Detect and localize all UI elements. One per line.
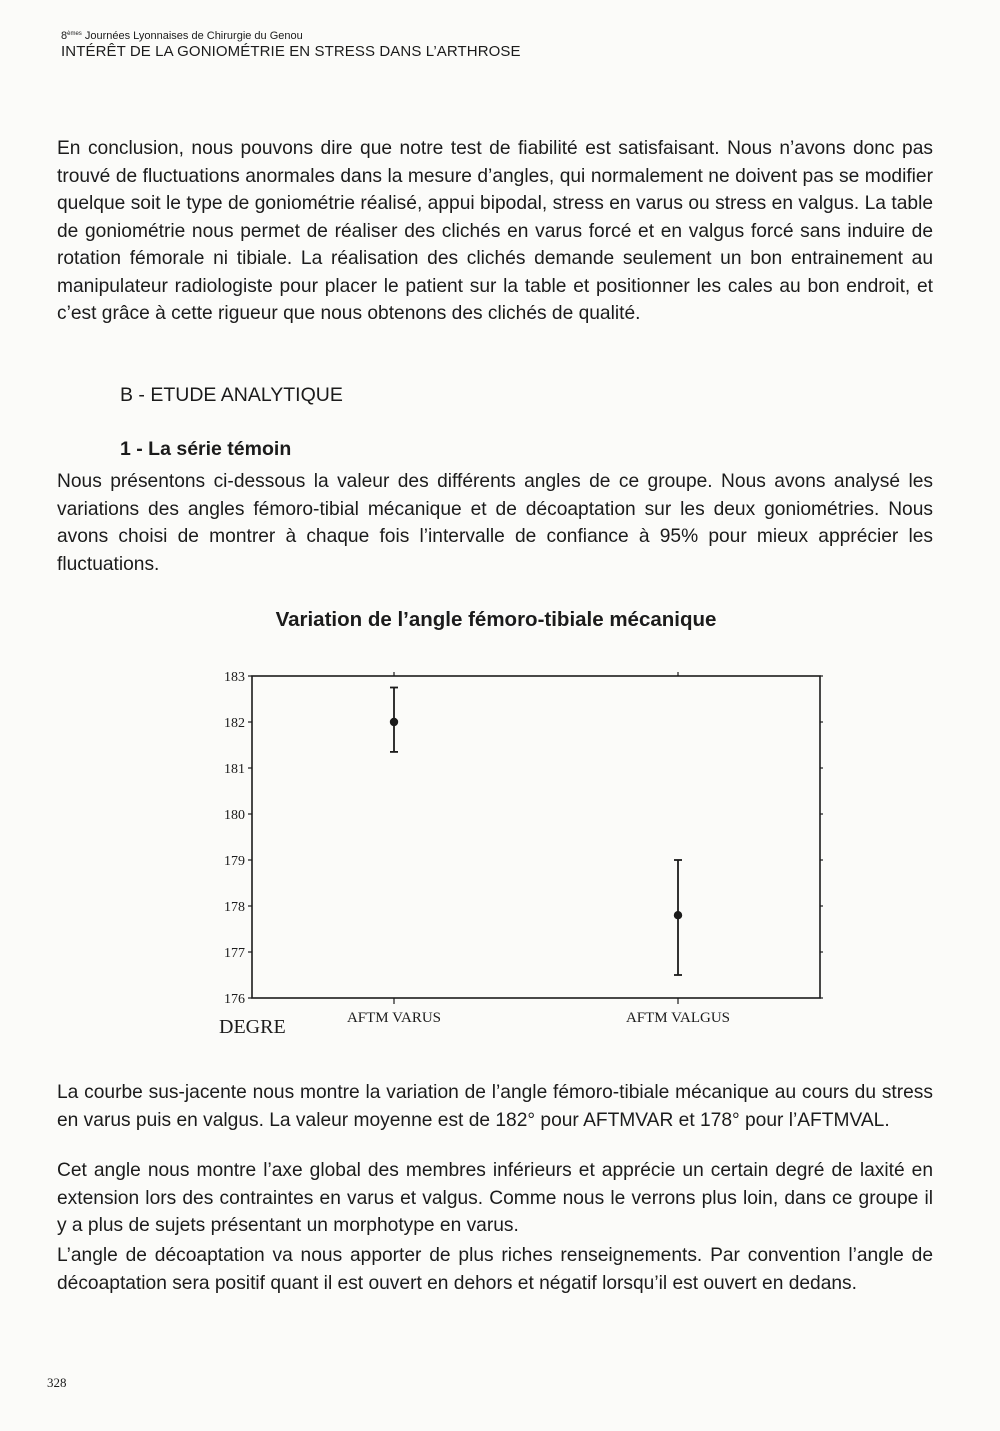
y-tick-label: 182 (224, 716, 245, 731)
chart-title: Variation de l’angle fémoro-tibiale mécanique (275, 608, 717, 631)
y-tick-label: 183 (224, 670, 245, 685)
y-tick-label: 180 (224, 808, 245, 823)
y-tick-label: 179 (224, 854, 245, 869)
mean-point (674, 911, 682, 919)
y-axis-label: DEGRE (219, 1016, 286, 1038)
section-heading: B - ETUDE ANALYTIQUE (120, 384, 343, 406)
paragraph-chart-description: La courbe sus-jacente nous montre la variation de l’angle fémoro-tibiale mécanique au cours du stress en varus puis en valgus. La valeur moyenne est de 182° pour AFTMVAR et 178° pour l’AFTMVAL. (57, 1082, 933, 1131)
article-title: INTÉRÊT DE LA GONIOMÉTRIE EN STRESS DANS L’ARTHROSE (61, 42, 521, 60)
y-tick-label: 181 (224, 762, 245, 777)
subsection-heading: 1 - La série témoin (120, 438, 292, 460)
y-tick-label: 176 (224, 992, 245, 1007)
conference-name: 8èmes Journées Lyonnaises de Chirurgie du Genou (61, 30, 303, 42)
y-tick-label: 177 (224, 946, 245, 961)
paragraph-decoaptation: L’angle de décoaptation va nous apporter de plus riches renseignements. Par convention l’angle de décoaptation sera positif quant il est ouvert en dehors et négatif lorsqu’il est ouvert en dedans. (57, 1245, 933, 1294)
plot-frame (252, 676, 820, 998)
chart-ticks (224, 670, 823, 1026)
x-tick-label: AFTM VARUS (346, 1010, 442, 1026)
x-tick-label: AFTM VALGUS (625, 1010, 731, 1026)
page-number: 328 (47, 1375, 67, 1390)
paragraph-axis-explanation: Cet angle nous montre l’axe global des membres inférieurs et apprécie un certain degré de laxité en extension lors des contraintes en varus et valgus. Comme nous le verrons plus loin, dans ce groupe il y a plus de sujets présentant un morphotype en varus. (57, 1160, 933, 1236)
paragraph-conclusion: En conclusion, nous pouvons dire que notre test de fiabilité est satisfaisant. Nous n’avons donc pas trouvé de fluctuations anormales dans la mesure d’angles, qui normalement ne doivent pas se modifier quelque soit le type de goniométrie réalisé, appui bipodal, stress en varus ou stress en valgus. La table de goniométrie nous permet de réaliser des clichés en varus forcé et en valgus forcé sans induire de rotation fémorale ni tibiale. La réalisation des clichés demande seulement un bon entrainement au manipulateur radiologiste pour placer le patient sur la table et positionner les cales au bon endroit, et c’est grâce à cette rigueur que nous obtenons des clichés de qualité. (57, 138, 933, 324)
mean-point (390, 718, 398, 726)
paragraph-intro-series: Nous présentons ci-dessous la valeur des différents angles de ce groupe. Nous avons analysé les variations des angles fémoro-tibial mécanique et de décoaptation sur les deux goniométries. Nous avons choisi de montrer à chaque fois l’intervalle de confiance à 95% pour mieux apprécier les fluctuations. (57, 471, 933, 575)
running-header (61, 30, 521, 60)
chart-marks (390, 688, 682, 976)
error-bar-chart (210, 655, 835, 1050)
y-tick-label: 178 (224, 900, 245, 915)
chart-axes (252, 676, 820, 998)
